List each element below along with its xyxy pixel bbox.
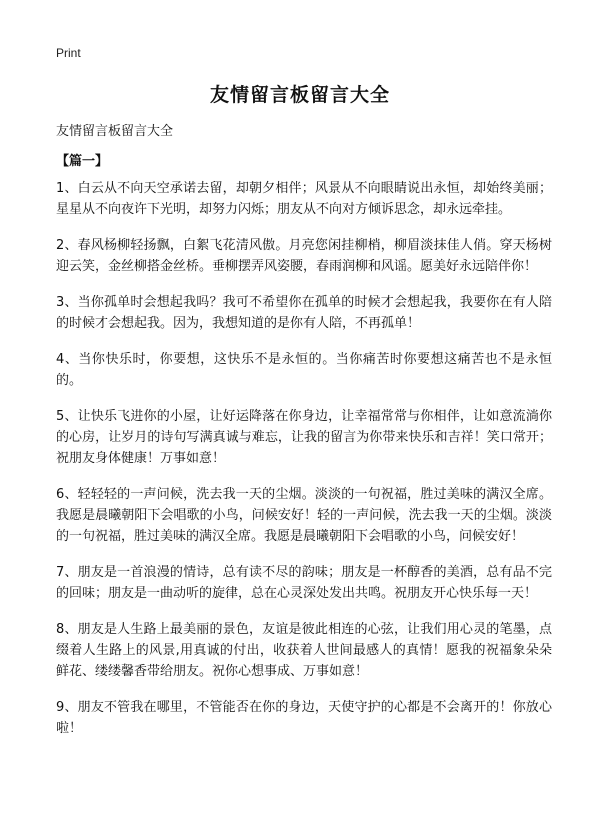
paragraph-1: 1、白云从不向天空承诺去留，却朝夕相伴；风景从不向眼睛说出永恒，却始终美丽；星星从不向夜许下光明，却努力闪烁；朋友从不向对方倾诉思念，却永远牵挂。 [56,181,552,217]
paragraph-3: 3、当你孤单时会想起我吗？我可不希望你在孤单的时候才会想起我，我要你在有人陪的时候才会想起我。因为，我想知道的是你有人陪，不再孤单！ [56,295,552,331]
paragraph-5: 5、让快乐飞进你的小屋，让好运降落在你身边，让幸福常常与你相伴，让如意流淌你的心房，让岁月的诗句写满真诚与难忘，让我的留言为你带来快乐和吉祥！笑口常开；祝朋友身体健康！万事如意！ [56,409,552,466]
article-body [56,178,552,754]
section-heading: 【篇一】 [56,154,109,169]
paragraph-7: 7、朋友是一首浪漫的情诗，总有读不尽的韵味；朋友是一杯醇香的美酒，总有品不完的回味；朋友是一曲动听的旋律，总在心灵深处发出共鸣。祝朋友开心快乐每一天！ [56,565,552,601]
paragraph-2: 2、春风杨柳轻扬飘，白絮飞花清风傲。月亮您闲挂柳梢，柳眉淡抹佳人俏。穿天杨树迎云笑，金丝柳搭金丝桥。垂柳摆弄风姿腰，春雨润柳和风谣。愿美好永远陪伴你！ [56,238,552,274]
paragraph-6: 6、轻轻轻的一声问候，洗去我一天的尘烟。淡淡的一句祝福，胜过美味的满汉全席。我愿是晨曦朝阳下会唱歌的小鸟，问候安好！轻的一声问候，洗去我一天的尘烟。淡淡的一句祝福，胜过美味的满汉全席。我愿是晨曦朝阳下会唱歌的小鸟，问候安好！ [56,487,552,544]
paragraph-4: 4、当你快乐时，你要想，这快乐不是永恒的。当你痛苦时你要想这痛苦也不是永恒的。 [56,352,552,388]
paragraph-9: 9、朋友不管我在哪里，不管能否在你的身边，天使守护的心都是不会离开的！你放心啦！ [56,700,552,736]
document-subtitle: 友情留言板留言大全 [56,124,174,139]
print-link[interactable]: Print [56,46,81,60]
page-title: 友情留言板留言大全 [209,84,390,106]
paragraph-8: 8、朋友是人生路上最美丽的景色，友谊是彼此相连的心弦，让我们用心灵的笔墨，点缀着人生路上的风景,用真诚的付出，收获着人世间最感人的真情！愿我的祝福象朵朵鲜花、缕缕馨香带给朋友。祝你心想事成、万事如意！ [56,622,552,679]
